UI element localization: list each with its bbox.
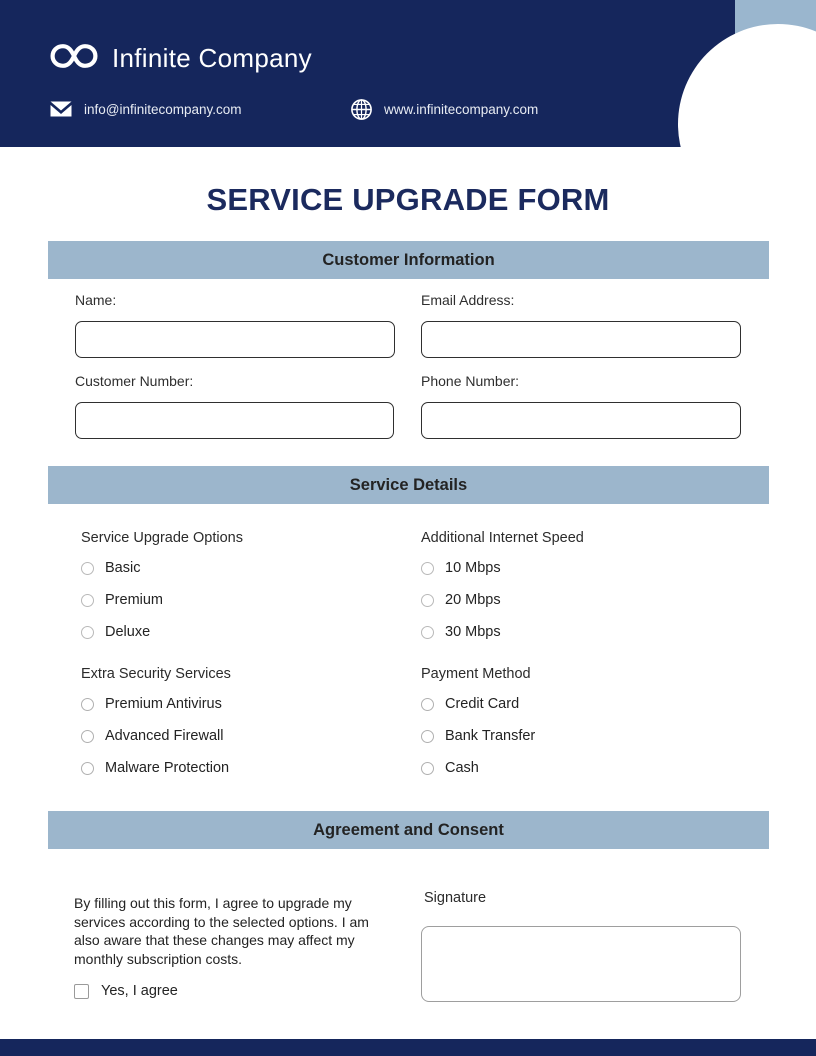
radio-label: Bank Transfer [445,728,536,744]
customer-number-input[interactable] [75,402,394,439]
phone-number-input[interactable] [421,402,741,439]
contact-email[interactable] [50,98,350,120]
radio-label: Advanced Firewall [105,728,224,744]
radio-label: Basic [105,560,141,576]
consent-checkbox-row[interactable] [74,983,178,999]
radio-label: Credit Card [445,696,520,712]
infinity-icon [50,43,98,74]
radio-option-advanced-firewall[interactable] [81,727,231,745]
radio-circle-icon[interactable] [421,626,434,639]
name-input[interactable] [75,321,395,358]
radio-option-basic[interactable] [81,559,243,577]
header-contact-row [50,98,538,120]
radio-circle-icon[interactable] [81,730,94,743]
section-header-customer-information: Customer Information [48,241,769,279]
label-email-address: Email Address: [421,292,515,308]
brand-logo [50,43,312,74]
radio-circle-icon[interactable] [81,698,94,711]
radio-circle-icon[interactable] [421,698,434,711]
radio-option-30-mbps[interactable] [421,623,584,641]
group-title-extra-security-services: Extra Security Services [81,666,231,682]
radio-label: Deluxe [105,624,151,640]
radio-circle-icon[interactable] [81,762,94,775]
radio-circle-icon[interactable] [81,594,94,607]
radio-option-bank-transfer[interactable] [421,727,535,745]
group-title-payment-method: Payment Method [421,666,531,682]
website-text: www.infinitecompany.com [384,101,539,117]
agreement-body-text: By filling out this form, I agree to upgrade my services according to the selected options. I am also aware that these changes may affect my monthly subscription costs. [74,895,369,967]
radio-circle-icon[interactable] [421,562,434,575]
radio-group-extra-security-services [81,666,231,791]
section-header-agreement-and-consent: Agreement and Consent [48,811,769,849]
consent-checkbox[interactable] [74,984,89,999]
radio-option-credit-card[interactable] [421,695,535,713]
radio-circle-icon[interactable] [421,762,434,775]
radio-circle-icon[interactable] [421,594,434,607]
envelope-icon [50,98,72,120]
radio-circle-icon[interactable] [81,562,94,575]
page-title: SERVICE UPGRADE FORM [206,182,610,217]
section-header-service-details: Service Details [48,466,769,504]
group-title-service-upgrade-options: Service Upgrade Options [81,530,243,546]
footer-bar [0,1039,816,1056]
radio-label: 20 Mbps [445,592,501,608]
radio-option-cash[interactable] [421,759,535,777]
contact-website[interactable] [350,98,538,120]
radio-label: Premium [105,592,164,608]
radio-label: Malware Protection [105,760,230,776]
radio-option-premium-antivirus[interactable] [81,695,231,713]
radio-label: Cash [445,760,479,776]
signature-input-box[interactable] [421,926,741,1002]
label-signature: Signature [424,890,487,906]
label-phone-number: Phone Number: [421,373,520,389]
radio-group-additional-internet-speed [421,530,584,655]
radio-group-payment-method [421,666,535,791]
label-name: Name: [75,292,117,308]
radio-circle-icon[interactable] [81,626,94,639]
email-address-input[interactable] [421,321,741,358]
globe-icon [350,98,372,120]
label-customer-number: Customer Number: [75,373,194,389]
radio-label: 10 Mbps [445,560,501,576]
radio-option-20-mbps[interactable] [421,591,584,609]
radio-circle-icon[interactable] [421,730,434,743]
radio-option-10-mbps[interactable] [421,559,584,577]
radio-group-service-upgrade-options [81,530,243,655]
radio-option-premium[interactable] [81,591,243,609]
email-text: info@infinitecompany.com [84,101,242,117]
radio-option-deluxe[interactable] [81,623,243,641]
consent-checkbox-label: Yes, I agree [101,983,178,999]
group-title-additional-internet-speed: Additional Internet Speed [421,530,584,546]
radio-label: 30 Mbps [445,624,501,640]
radio-option-malware-protection[interactable] [81,759,231,777]
radio-label: Premium Antivirus [105,696,222,712]
brand-name: Infinite Company [112,43,312,73]
